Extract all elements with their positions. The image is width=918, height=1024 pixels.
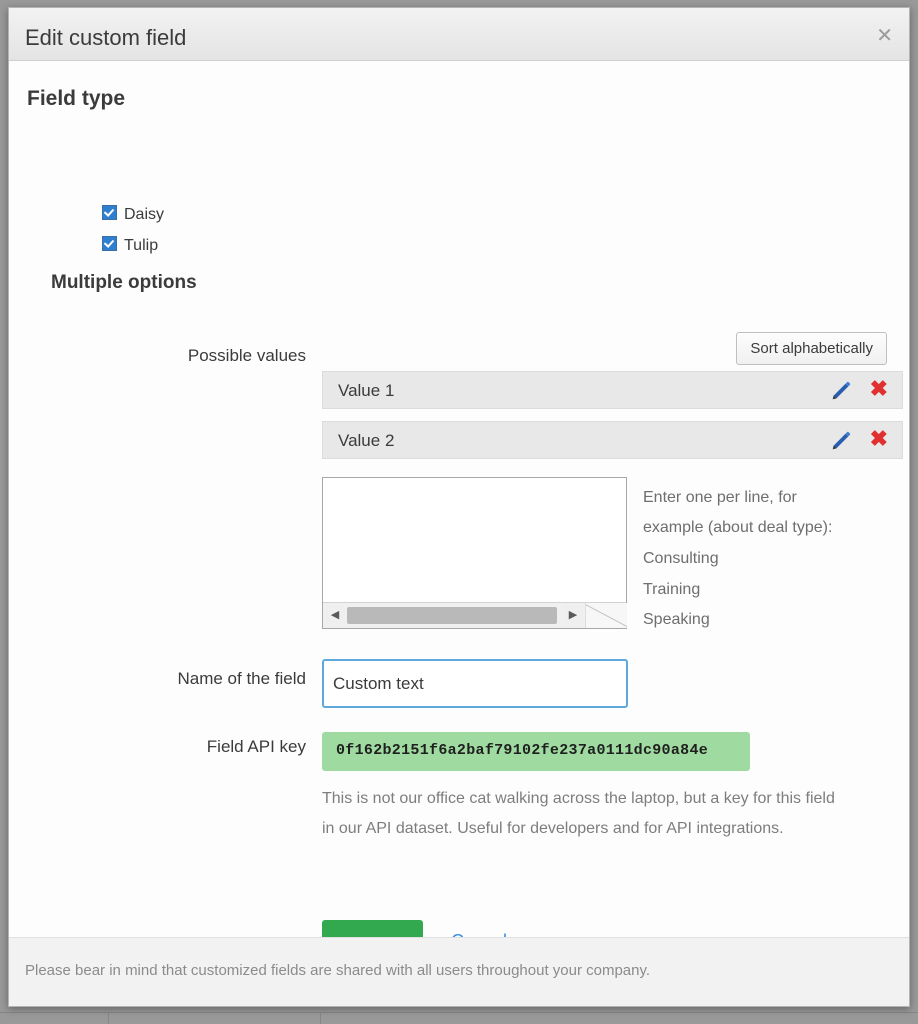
page-title: Edit custom field xyxy=(25,25,187,50)
footer-note: Please bear in mind that customized fields are shared with all users throughout your company. xyxy=(25,962,651,979)
scrollbar-thumb[interactable] xyxy=(347,607,557,624)
scroll-right-arrow-icon[interactable]: ▶ xyxy=(563,603,583,628)
name-of-field-input[interactable] xyxy=(322,659,628,708)
scroll-left-arrow-icon[interactable]: ◀ xyxy=(325,603,345,628)
hint-line: Speaking xyxy=(643,611,710,628)
new-values-textarea[interactable] xyxy=(322,477,627,629)
field-type-heading: Field type xyxy=(27,87,126,110)
edit-pencil-icon[interactable] xyxy=(830,380,852,402)
field-api-key-value[interactable]: 0f162b2151f6a2baf79102fe237a0111dc90a84e xyxy=(322,732,750,771)
field-api-key-label: Field API key xyxy=(206,737,306,756)
value-row[interactable] xyxy=(322,421,903,459)
checkbox-daisy-icon[interactable] xyxy=(102,205,117,220)
checkbox-row-daisy[interactable] xyxy=(102,205,164,224)
edit-custom-field-dialog xyxy=(8,7,910,1007)
hint-line: Training xyxy=(643,581,701,598)
checkbox-tulip-icon[interactable] xyxy=(102,236,117,251)
api-key-description: This is not our office cat walking across the laptop, but a key for this field in our API dataset. Useful for developers and for API integrations. xyxy=(322,790,835,837)
dialog-body xyxy=(9,61,909,941)
textarea-horizontal-scrollbar[interactable] xyxy=(323,602,626,628)
dialog-header xyxy=(9,8,909,61)
dialog-footer xyxy=(9,937,909,1006)
value-text: Value 2 xyxy=(338,431,395,450)
checkbox-tulip-label: Tulip xyxy=(124,237,159,254)
hint-line: Enter one per line, for xyxy=(643,489,797,506)
resize-grip-icon[interactable] xyxy=(585,603,627,628)
hint-line: example (about deal type): xyxy=(643,519,833,536)
value-row[interactable] xyxy=(322,371,903,409)
checkbox-row-tulip[interactable] xyxy=(102,236,158,255)
delete-value-icon[interactable]: ✖ xyxy=(869,426,888,451)
sort-alphabetically-button[interactable]: Sort alphabetically xyxy=(736,332,887,365)
hint-line: Consulting xyxy=(643,550,719,567)
edit-pencil-icon[interactable] xyxy=(830,430,852,452)
delete-value-icon[interactable]: ✖ xyxy=(869,376,888,401)
close-icon[interactable]: ✕ xyxy=(876,25,893,47)
name-of-field-label: Name of the field xyxy=(177,669,306,688)
value-text: Value 1 xyxy=(338,381,395,400)
multiple-options-heading: Multiple options xyxy=(51,272,197,293)
possible-values-label: Possible values xyxy=(187,346,306,365)
checkbox-daisy-label: Daisy xyxy=(124,206,165,223)
